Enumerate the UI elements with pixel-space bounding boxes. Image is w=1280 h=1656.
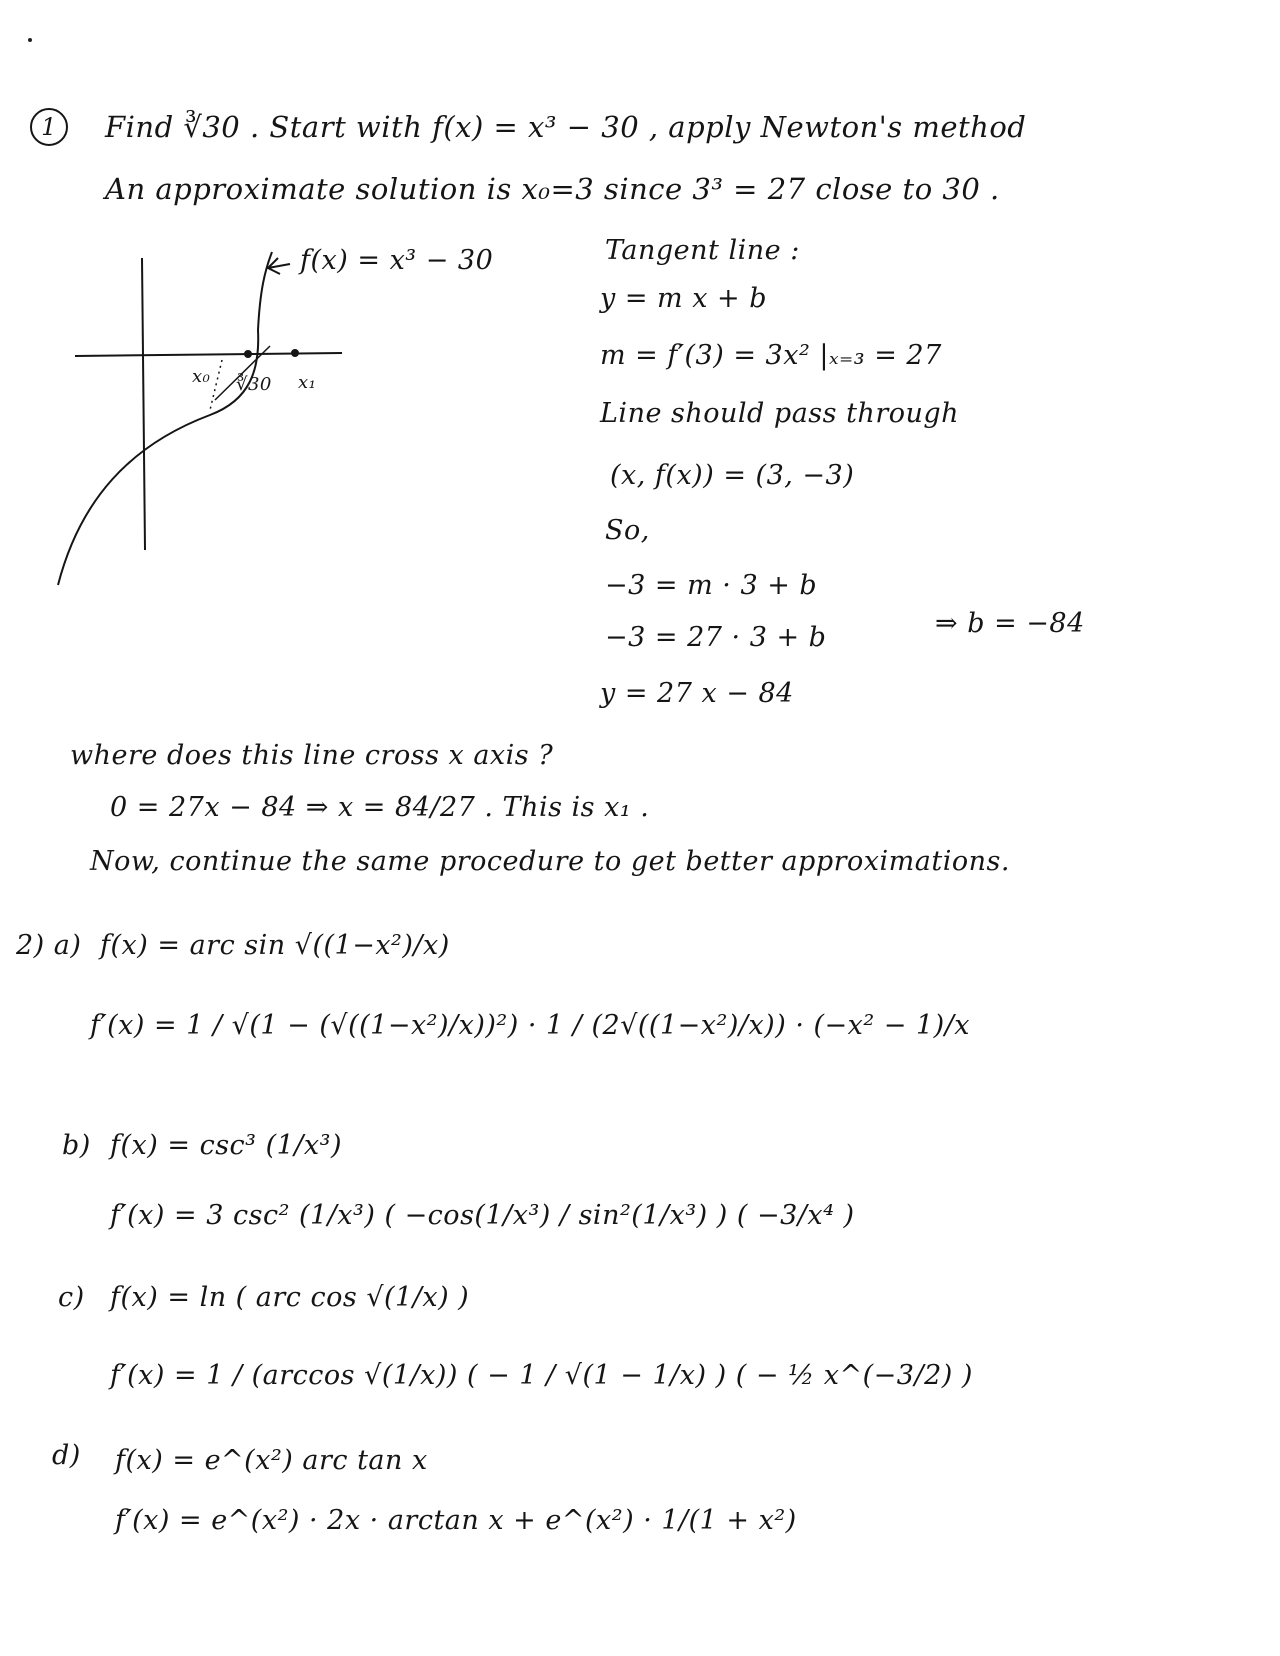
- point-equation: (x, f(x)) = (3, −3): [610, 460, 855, 491]
- graph-x-axis: [75, 353, 342, 356]
- x1-point: [291, 349, 299, 357]
- problem-2d-label: d): [52, 1440, 81, 1471]
- tangent-line-result: y = 27 x − 84: [600, 678, 794, 709]
- problem-2c-derivative: f′(x) = 1 / (arccos √(1/x)) ( − 1 / √(1 − 1/x) ) ( − ½ x^(−3/2) ): [110, 1360, 973, 1391]
- problem-2c-function: f(x) = ln ( arc cos √(1/x) ): [110, 1282, 470, 1313]
- graph-x1-label: x₁: [298, 372, 317, 393]
- cross-question: where does this line cross x axis ?: [70, 740, 554, 771]
- problem-1-approximation: An approximate solution is x₀=3 since 3³ = 27 close to 30 .: [105, 172, 1000, 206]
- x0-dotted-line: [210, 360, 222, 410]
- step-2-result: ⇒ b = −84: [935, 608, 1085, 639]
- problem-2a-derivative: f′(x) = 1 / √(1 − (√((1−x²)/x))²) · 1 / (2√((1−x²)/x)) · (−x² − 1)/x: [90, 1010, 971, 1041]
- graph-y-axis: [142, 258, 145, 550]
- problem-2a-label: 2) a): [16, 930, 82, 961]
- problem-2b-function: f(x) = csc³ (1/x³): [110, 1130, 342, 1161]
- problem-2d-derivative: f′(x) = e^(x²) · 2x · arctan x + e^(x²) · 1/(1 + x²): [115, 1505, 797, 1536]
- so-text: So,: [605, 515, 650, 546]
- problem-2b-derivative: f′(x) = 3 csc² (1/x³) ( −cos(1/x³) / sin²(1/x³) ) ( −3/x⁴ ): [110, 1200, 855, 1231]
- continue-procedure: Now, continue the same procedure to get better approximations.: [90, 846, 1010, 877]
- tangent-heading: Tangent line :: [605, 235, 800, 266]
- cubic-sketch-graph: [50, 250, 380, 590]
- graph-x0-label: x₀: [192, 366, 211, 387]
- problem-2a-function: f(x) = arc sin √((1−x²)/x): [100, 930, 450, 961]
- stray-dot: [28, 38, 32, 42]
- graph-curve-label: f(x) = x³ − 30: [300, 245, 494, 276]
- step-2-equation: −3 = 27 · 3 + b: [605, 622, 827, 653]
- solve-for-x1: 0 = 27x − 84 ⇒ x = 84/27 . This is x₁ .: [110, 792, 650, 823]
- problem-2b-label: b): [62, 1130, 91, 1161]
- problem-1-number: 1: [30, 108, 68, 146]
- problem-2d-function: f(x) = e^(x²) arc tan x: [115, 1445, 428, 1476]
- root-point: [244, 350, 252, 358]
- cubic-curve: [58, 252, 272, 585]
- pass-through-text: Line should pass through: [600, 398, 960, 429]
- problem-2c-label: c): [58, 1282, 85, 1313]
- tangent-equation: y = m x + b: [600, 283, 768, 314]
- graph-root-label: ∛30: [236, 374, 272, 395]
- problem-1-statement: Find ∛30 . Start with f(x) = x³ − 30 , apply Newton's method: [105, 110, 1027, 144]
- slope-computation: m = f′(3) = 3x² |ₓ₌₃ = 27: [600, 340, 942, 371]
- step-1-equation: −3 = m · 3 + b: [605, 570, 818, 601]
